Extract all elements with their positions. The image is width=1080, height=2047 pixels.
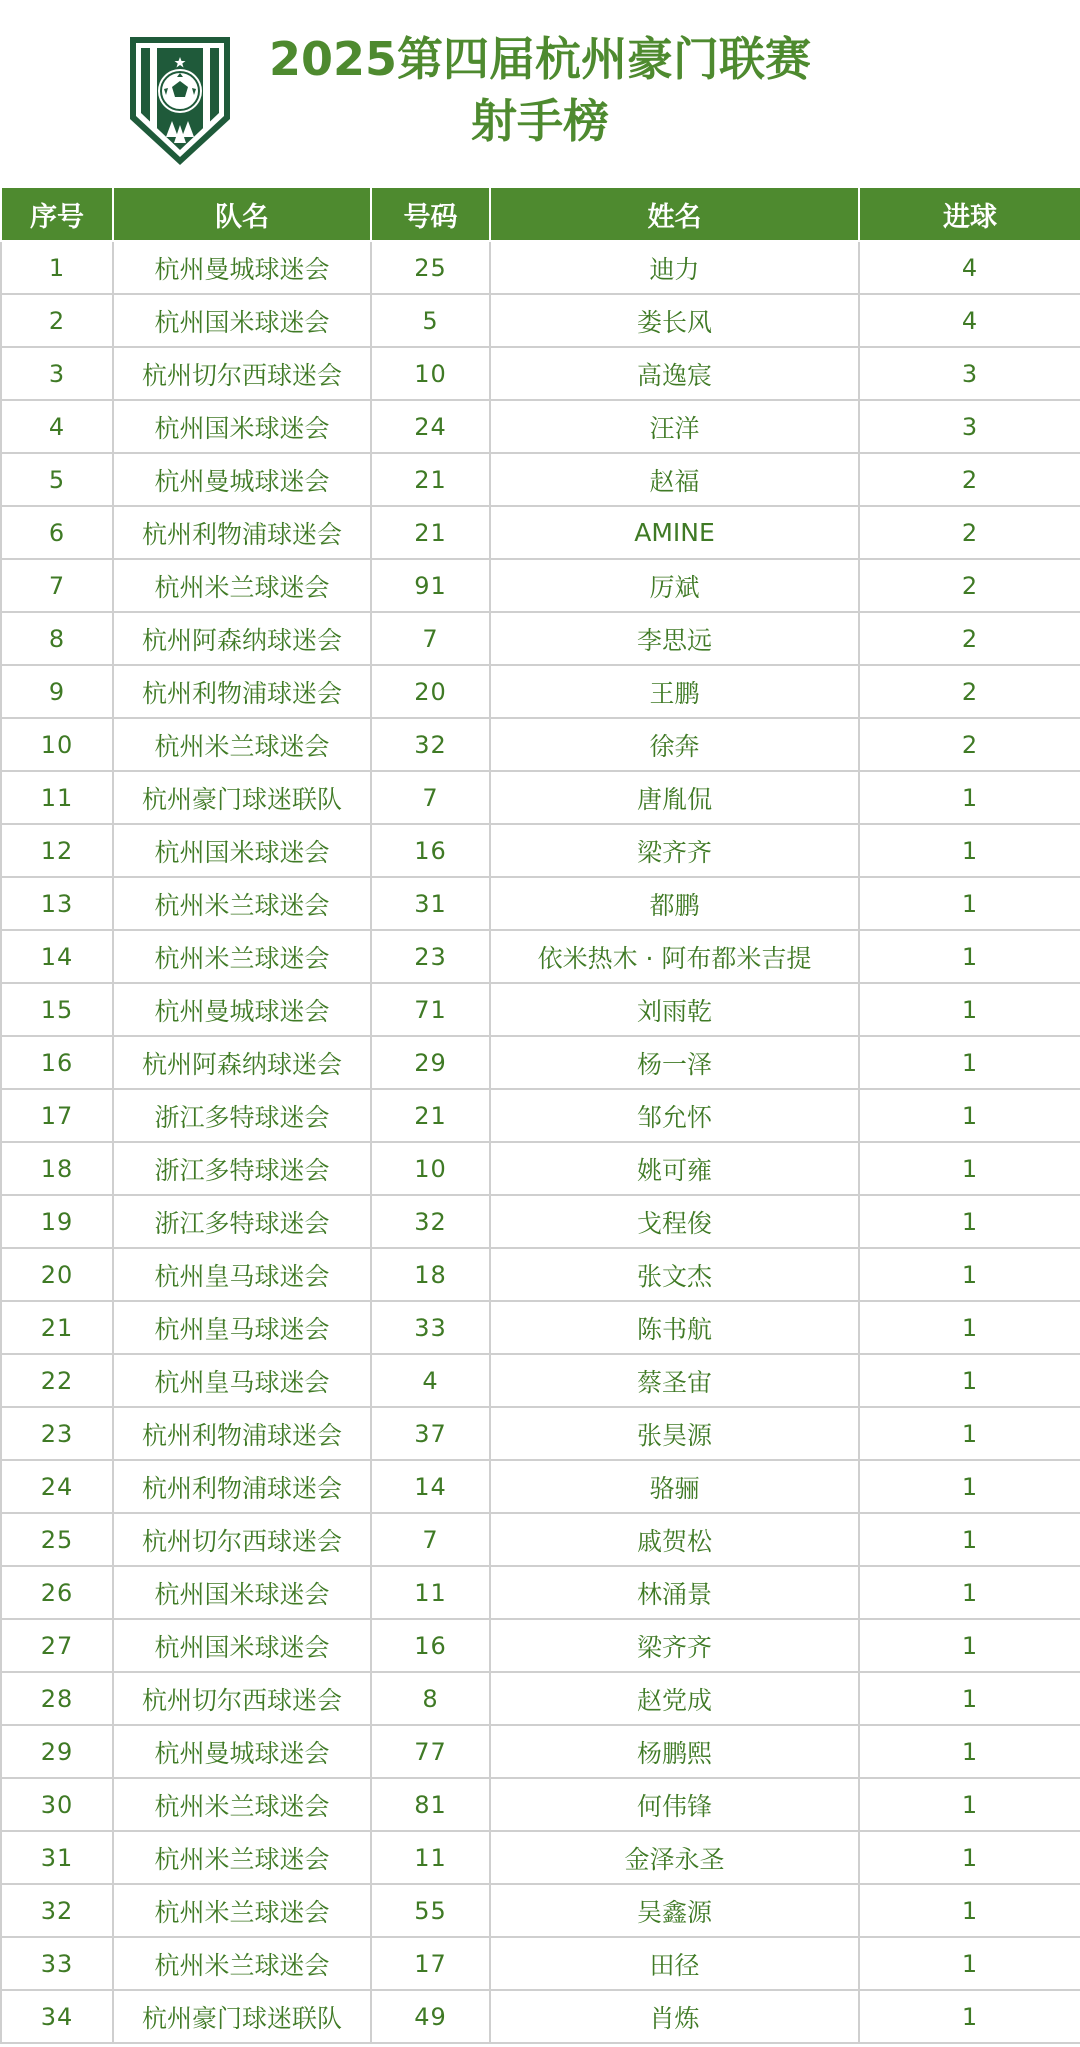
cell-goals: 1 — [859, 1831, 1080, 1884]
cell-number: 71 — [371, 983, 490, 1036]
cell-rank: 23 — [1, 1407, 113, 1460]
cell-rank: 11 — [1, 771, 113, 824]
cell-number: 16 — [371, 1619, 490, 1672]
cell-goals: 1 — [859, 1672, 1080, 1725]
cell-name: 刘雨乾 — [490, 983, 859, 1036]
table-row — [1, 1831, 1080, 1884]
cell-rank: 30 — [1, 1778, 113, 1831]
cell-rank: 10 — [1, 718, 113, 771]
cell-team: 杭州米兰球迷会 — [113, 1937, 371, 1990]
cell-team: 杭州利物浦球迷会 — [113, 665, 371, 718]
cell-rank: 6 — [1, 506, 113, 559]
cell-number: 33 — [371, 1301, 490, 1354]
cell-rank: 14 — [1, 930, 113, 983]
table-row — [1, 294, 1080, 347]
cell-rank: 18 — [1, 1142, 113, 1195]
cell-goals: 1 — [859, 1619, 1080, 1672]
top-scorers-table — [0, 186, 1080, 2044]
table-row — [1, 559, 1080, 612]
cell-team: 杭州利物浦球迷会 — [113, 506, 371, 559]
cell-number: 7 — [371, 612, 490, 665]
cell-rank: 4 — [1, 400, 113, 453]
cell-number: 10 — [371, 347, 490, 400]
table-row — [1, 1460, 1080, 1513]
table-row — [1, 1725, 1080, 1778]
table-row — [1, 665, 1080, 718]
cell-name: 杨鹏熙 — [490, 1725, 859, 1778]
cell-name: 骆骊 — [490, 1460, 859, 1513]
table-row — [1, 1619, 1080, 1672]
cell-goals: 1 — [859, 1142, 1080, 1195]
cell-goals: 1 — [859, 877, 1080, 930]
cell-goals: 1 — [859, 1884, 1080, 1937]
table-row — [1, 506, 1080, 559]
cell-goals: 3 — [859, 400, 1080, 453]
cell-team: 杭州曼城球迷会 — [113, 983, 371, 1036]
table-row — [1, 1884, 1080, 1937]
table-row — [1, 824, 1080, 877]
cell-number: 16 — [371, 824, 490, 877]
cell-goals: 2 — [859, 665, 1080, 718]
cell-rank: 8 — [1, 612, 113, 665]
cell-goals: 1 — [859, 1566, 1080, 1619]
cell-team: 杭州阿森纳球迷会 — [113, 1036, 371, 1089]
cell-team: 杭州米兰球迷会 — [113, 930, 371, 983]
page-subtitle: 射手榜 — [471, 94, 609, 148]
cell-number: 91 — [371, 559, 490, 612]
cell-number: 24 — [371, 400, 490, 453]
title-block — [230, 28, 850, 152]
cell-name: 林涌景 — [490, 1566, 859, 1619]
cell-name: 梁齐齐 — [490, 1619, 859, 1672]
table-row — [1, 1778, 1080, 1831]
cell-goals: 1 — [859, 1990, 1080, 2043]
cell-name: 王鹏 — [490, 665, 859, 718]
cell-number: 17 — [371, 1937, 490, 1990]
table-row — [1, 1301, 1080, 1354]
cell-rank: 27 — [1, 1619, 113, 1672]
cell-rank: 12 — [1, 824, 113, 877]
cell-team: 杭州皇马球迷会 — [113, 1354, 371, 1407]
cell-team: 杭州切尔西球迷会 — [113, 1513, 371, 1566]
header-team: 队名 — [113, 187, 371, 241]
cell-name: 戚贺松 — [490, 1513, 859, 1566]
cell-goals: 2 — [859, 718, 1080, 771]
cell-team: 杭州利物浦球迷会 — [113, 1460, 371, 1513]
cell-name: 都鹏 — [490, 877, 859, 930]
table-row — [1, 347, 1080, 400]
table-row — [1, 877, 1080, 930]
cell-number: 10 — [371, 1142, 490, 1195]
cell-number: 11 — [371, 1831, 490, 1884]
cell-number: 25 — [371, 241, 490, 294]
cell-name: 娄长风 — [490, 294, 859, 347]
header-goals: 进球 — [859, 187, 1080, 241]
cell-rank: 15 — [1, 983, 113, 1036]
cell-number: 31 — [371, 877, 490, 930]
cell-goals: 1 — [859, 1778, 1080, 1831]
cell-team: 杭州皇马球迷会 — [113, 1301, 371, 1354]
cell-rank: 19 — [1, 1195, 113, 1248]
cell-team: 杭州国米球迷会 — [113, 400, 371, 453]
cell-rank: 26 — [1, 1566, 113, 1619]
cell-team: 杭州米兰球迷会 — [113, 559, 371, 612]
cell-name: 吴鑫源 — [490, 1884, 859, 1937]
cell-team: 杭州国米球迷会 — [113, 1566, 371, 1619]
cell-rank: 22 — [1, 1354, 113, 1407]
cell-name: 邹允怀 — [490, 1089, 859, 1142]
table-row — [1, 241, 1080, 294]
table-row — [1, 930, 1080, 983]
cell-name: 徐奔 — [490, 718, 859, 771]
cell-goals: 1 — [859, 1460, 1080, 1513]
cell-number: 37 — [371, 1407, 490, 1460]
table-row — [1, 1354, 1080, 1407]
cell-name: 蔡圣宙 — [490, 1354, 859, 1407]
cell-name: 迪力 — [490, 241, 859, 294]
table-row — [1, 1089, 1080, 1142]
cell-number: 29 — [371, 1036, 490, 1089]
cell-number: 32 — [371, 718, 490, 771]
cell-rank: 17 — [1, 1089, 113, 1142]
cell-rank: 5 — [1, 453, 113, 506]
table-row — [1, 1407, 1080, 1460]
cell-team: 杭州切尔西球迷会 — [113, 1672, 371, 1725]
cell-goals: 1 — [859, 1407, 1080, 1460]
cell-name: 依米热木 · 阿布都米吉提 — [490, 930, 859, 983]
cell-name: 肖炼 — [490, 1990, 859, 2043]
cell-rank: 33 — [1, 1937, 113, 1990]
cell-rank: 25 — [1, 1513, 113, 1566]
cell-name: 厉斌 — [490, 559, 859, 612]
table-row — [1, 400, 1080, 453]
table-row — [1, 453, 1080, 506]
cell-team: 杭州国米球迷会 — [113, 824, 371, 877]
cell-goals: 4 — [859, 294, 1080, 347]
cell-team: 杭州米兰球迷会 — [113, 718, 371, 771]
table-row — [1, 1672, 1080, 1725]
cell-goals: 2 — [859, 506, 1080, 559]
cell-name: 唐胤侃 — [490, 771, 859, 824]
cell-name: AMINE — [490, 506, 859, 559]
cell-rank: 31 — [1, 1831, 113, 1884]
cell-team: 浙江多特球迷会 — [113, 1089, 371, 1142]
cell-name: 姚可雍 — [490, 1142, 859, 1195]
shield-crest-football-icon — [126, 33, 234, 169]
cell-team: 杭州米兰球迷会 — [113, 1778, 371, 1831]
cell-team: 浙江多特球迷会 — [113, 1142, 371, 1195]
cell-number: 5 — [371, 294, 490, 347]
cell-team: 杭州利物浦球迷会 — [113, 1407, 371, 1460]
cell-rank: 9 — [1, 665, 113, 718]
cell-rank: 29 — [1, 1725, 113, 1778]
cell-rank: 13 — [1, 877, 113, 930]
cell-goals: 1 — [859, 1301, 1080, 1354]
cell-rank: 1 — [1, 241, 113, 294]
table-header-row — [1, 187, 1080, 241]
cell-goals: 1 — [859, 1725, 1080, 1778]
cell-rank: 20 — [1, 1248, 113, 1301]
cell-goals: 1 — [859, 1036, 1080, 1089]
cell-name: 李思远 — [490, 612, 859, 665]
table-row — [1, 1513, 1080, 1566]
cell-team: 杭州曼城球迷会 — [113, 453, 371, 506]
cell-goals: 1 — [859, 824, 1080, 877]
cell-number: 7 — [371, 1513, 490, 1566]
table-row — [1, 983, 1080, 1036]
cell-number: 8 — [371, 1672, 490, 1725]
cell-name: 赵党成 — [490, 1672, 859, 1725]
cell-team: 杭州阿森纳球迷会 — [113, 612, 371, 665]
cell-goals: 1 — [859, 983, 1080, 1036]
cell-name: 杨一泽 — [490, 1036, 859, 1089]
cell-team: 杭州米兰球迷会 — [113, 877, 371, 930]
cell-name: 戈程俊 — [490, 1195, 859, 1248]
cell-number: 18 — [371, 1248, 490, 1301]
cell-goals: 1 — [859, 1248, 1080, 1301]
table-row — [1, 612, 1080, 665]
cell-goals: 1 — [859, 1513, 1080, 1566]
cell-number: 7 — [371, 771, 490, 824]
cell-goals: 3 — [859, 347, 1080, 400]
cell-name: 梁齐齐 — [490, 824, 859, 877]
table-row — [1, 718, 1080, 771]
header-rank: 序号 — [1, 187, 113, 241]
cell-goals: 2 — [859, 559, 1080, 612]
cell-number: 77 — [371, 1725, 490, 1778]
table-row — [1, 1036, 1080, 1089]
cell-number: 81 — [371, 1778, 490, 1831]
cell-team: 杭州米兰球迷会 — [113, 1884, 371, 1937]
cell-team: 杭州豪门球迷联队 — [113, 771, 371, 824]
page-header — [0, 0, 1080, 180]
cell-number: 14 — [371, 1460, 490, 1513]
cell-team: 杭州米兰球迷会 — [113, 1831, 371, 1884]
cell-goals: 1 — [859, 1937, 1080, 1990]
cell-rank: 32 — [1, 1884, 113, 1937]
cell-number: 21 — [371, 453, 490, 506]
cell-goals: 1 — [859, 1354, 1080, 1407]
cell-name: 高逸宸 — [490, 347, 859, 400]
cell-rank: 16 — [1, 1036, 113, 1089]
cell-name: 陈书航 — [490, 1301, 859, 1354]
cell-team: 杭州豪门球迷联队 — [113, 1990, 371, 2043]
header-number: 号码 — [371, 187, 490, 241]
table-row — [1, 1937, 1080, 1990]
cell-number: 21 — [371, 506, 490, 559]
cell-goals: 2 — [859, 612, 1080, 665]
table-row — [1, 1248, 1080, 1301]
cell-rank: 28 — [1, 1672, 113, 1725]
table-body — [1, 241, 1080, 2043]
cell-goals: 1 — [859, 1089, 1080, 1142]
cell-team: 浙江多特球迷会 — [113, 1195, 371, 1248]
cell-name: 何伟锋 — [490, 1778, 859, 1831]
cell-name: 汪洋 — [490, 400, 859, 453]
cell-team: 杭州曼城球迷会 — [113, 1725, 371, 1778]
cell-rank: 3 — [1, 347, 113, 400]
cell-name: 田径 — [490, 1937, 859, 1990]
cell-number: 23 — [371, 930, 490, 983]
cell-goals: 1 — [859, 1195, 1080, 1248]
cell-name: 赵福 — [490, 453, 859, 506]
table-row — [1, 1566, 1080, 1619]
cell-number: 20 — [371, 665, 490, 718]
header-name: 姓名 — [490, 187, 859, 241]
cell-team: 杭州切尔西球迷会 — [113, 347, 371, 400]
cell-team: 杭州国米球迷会 — [113, 294, 371, 347]
page-title: 2025第四届杭州豪门联赛 — [268, 32, 812, 86]
cell-rank: 34 — [1, 1990, 113, 2043]
cell-goals: 1 — [859, 771, 1080, 824]
table-row — [1, 1142, 1080, 1195]
cell-number: 4 — [371, 1354, 490, 1407]
cell-rank: 7 — [1, 559, 113, 612]
cell-goals: 2 — [859, 453, 1080, 506]
table-row — [1, 1990, 1080, 2043]
cell-team: 杭州国米球迷会 — [113, 1619, 371, 1672]
cell-team: 杭州皇马球迷会 — [113, 1248, 371, 1301]
cell-rank: 21 — [1, 1301, 113, 1354]
table-row — [1, 771, 1080, 824]
cell-name: 金泽永圣 — [490, 1831, 859, 1884]
table-row — [1, 1195, 1080, 1248]
cell-rank: 24 — [1, 1460, 113, 1513]
cell-number: 32 — [371, 1195, 490, 1248]
cell-number: 21 — [371, 1089, 490, 1142]
cell-number: 11 — [371, 1566, 490, 1619]
cell-name: 张文杰 — [490, 1248, 859, 1301]
cell-number: 55 — [371, 1884, 490, 1937]
cell-number: 49 — [371, 1990, 490, 2043]
cell-team: 杭州曼城球迷会 — [113, 241, 371, 294]
cell-rank: 2 — [1, 294, 113, 347]
cell-goals: 1 — [859, 930, 1080, 983]
cell-name: 张昊源 — [490, 1407, 859, 1460]
cell-goals: 4 — [859, 241, 1080, 294]
